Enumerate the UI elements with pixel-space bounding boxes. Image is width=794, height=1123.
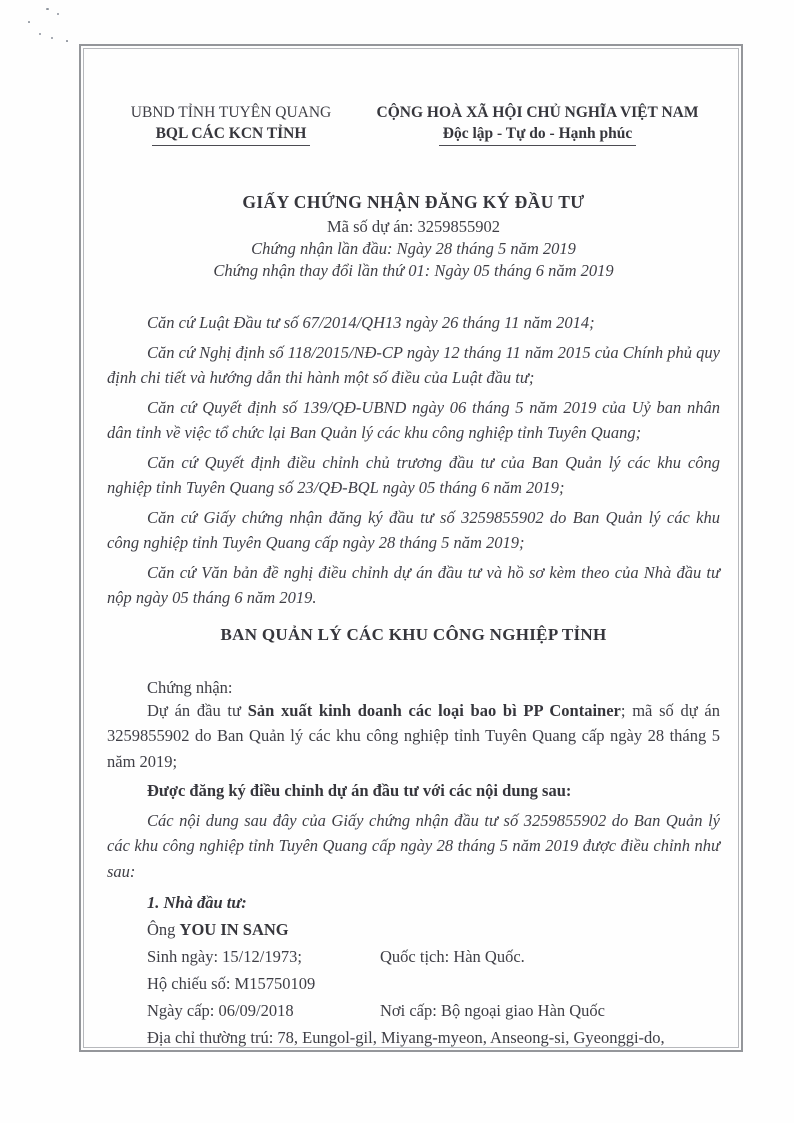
project-paragraph-prefix: Dự án đầu tư — [147, 700, 248, 720]
project-code-line: Mã số dự án: 3259855902 — [326, 217, 501, 236]
investor-name-line — [147, 920, 720, 940]
investor-birth-row — [147, 947, 720, 967]
parent-authority-name: UBND TỈNH TUYÊN QUANG — [130, 104, 332, 121]
header-national-title — [355, 102, 720, 146]
authority-heading: BAN QUẢN LÝ CÁC KHU CÔNG NGHIỆP TỈNH — [220, 624, 607, 644]
legal-basis-1: Căn cứ Luật Đầu tư số 67/2014/QH13 ngày 26 tháng 11 năm 2014; — [147, 313, 595, 332]
adjustment-heading: Được đăng ký điều chỉnh dự án đầu tư với các nội dung sau: — [147, 781, 572, 800]
legal-bases-section — [107, 310, 720, 611]
title-block — [107, 190, 720, 282]
legal-basis-3: Căn cứ Quyết định số 139/QĐ-UBND ngày 06 tháng 5 năm 2019 của Uỷ ban nhân dân tỉnh về việc tổ chức lại Ban Quản lý các khu công nghiệp tỉnh Tuyên Quang; — [107, 397, 720, 442]
passport-issue-date: Ngày cấp: 06/09/2018 — [147, 1001, 294, 1020]
project-paragraph-suffix: ; mã số dự án 3259855902 do Ban Quản lý các khu công nghiệp tỉnh Tuyên Quang cấp ngày 28 tháng 5 năm 2019; — [107, 700, 720, 771]
passport-issue-place: Nơi cấp: Bộ ngoại giao Hàn Quốc — [380, 1001, 606, 1020]
national-motto: Độc lập - Tự do - Hạnh phúc — [355, 123, 720, 146]
project-name: Sản xuất kinh doanh các loại bao bì PP Container — [247, 700, 621, 720]
document-content — [107, 46, 720, 1048]
header-issuing-authority — [107, 102, 355, 146]
first-certification-line: Chứng nhận lần đầu: Ngày 28 tháng 5 năm 2019 — [251, 239, 576, 258]
legal-basis-6: Căn cứ Văn bản đề nghị điều chỉnh dự án đầu tư và hồ sơ kèm theo của Nhà đầu tư nộp ngày 05 tháng 6 năm 2019. — [107, 562, 720, 607]
legal-basis-4: Căn cứ Quyết định điều chỉnh chủ trương đầu tư của Ban Quản lý các khu công nghiệp tỉnh Tuyên Quang số 23/QĐ-BQL ngày 05 tháng 6 năm 2019; — [107, 452, 720, 497]
speck — [57, 13, 59, 15]
investor-name: YOU IN SANG — [179, 920, 289, 939]
amendment-certification-line: Chứng nhận thay đổi lần thứ 01: Ngày 05 tháng 6 năm 2019 — [213, 261, 614, 280]
speck — [28, 21, 30, 23]
speck — [51, 37, 53, 39]
national-title: CỘNG HOÀ XÃ HỘI CHỦ NGHĨA VIỆT NAM — [376, 104, 699, 121]
investor-passport: Hộ chiếu số: M15750109 — [147, 974, 316, 993]
investor-passport-issue-row — [147, 1001, 720, 1021]
legal-basis-5: Căn cứ Giấy chứng nhận đăng ký đầu tư số 3259855902 do Ban Quản lý các khu công nghiệp tỉnh Tuyên Quang cấp ngày 28 tháng 5 năm 2019; — [107, 507, 720, 552]
investor-birth-date: Sinh ngày: 15/12/1973; — [147, 947, 302, 966]
document-border-frame — [79, 44, 743, 1052]
speck — [39, 33, 41, 35]
adjustment-intro: Các nội dung sau đây của Giấy chứng nhận đầu tư số 3259855902 do Ban Quản lý các khu công nghiệp tỉnh Tuyên Quang cấp ngày 28 tháng 5 năm 2019 được điều chỉnh như sau: — [107, 810, 720, 881]
speck — [66, 40, 68, 42]
project-paragraph — [107, 698, 720, 775]
certifies-label: Chứng nhận: — [147, 677, 233, 697]
investor-address: Địa chỉ thường trú: 78, Eungol-gil, Miyang-myeon, Anseong-si, Gyeonggi-do, — [147, 1028, 665, 1047]
issuing-department-name: BQL CÁC KCN TỈNH — [107, 123, 355, 146]
document-title: GIẤY CHỨNG NHẬN ĐĂNG KÝ ĐẦU TƯ — [242, 192, 585, 212]
investor-nationality: Quốc tịch: Hàn Quốc. — [380, 947, 525, 966]
speck — [46, 8, 49, 10]
investor-title: Ông — [147, 920, 180, 939]
document-header — [107, 46, 720, 146]
investor-section-heading: 1. Nhà đầu tư: — [147, 893, 247, 912]
legal-basis-2: Căn cứ Nghị định số 118/2015/NĐ-CP ngày 12 tháng 11 năm 2015 của Chính phủ quy định chi tiết và hướng dẫn thi hành một số điều của Luật đầu tư; — [107, 342, 720, 387]
